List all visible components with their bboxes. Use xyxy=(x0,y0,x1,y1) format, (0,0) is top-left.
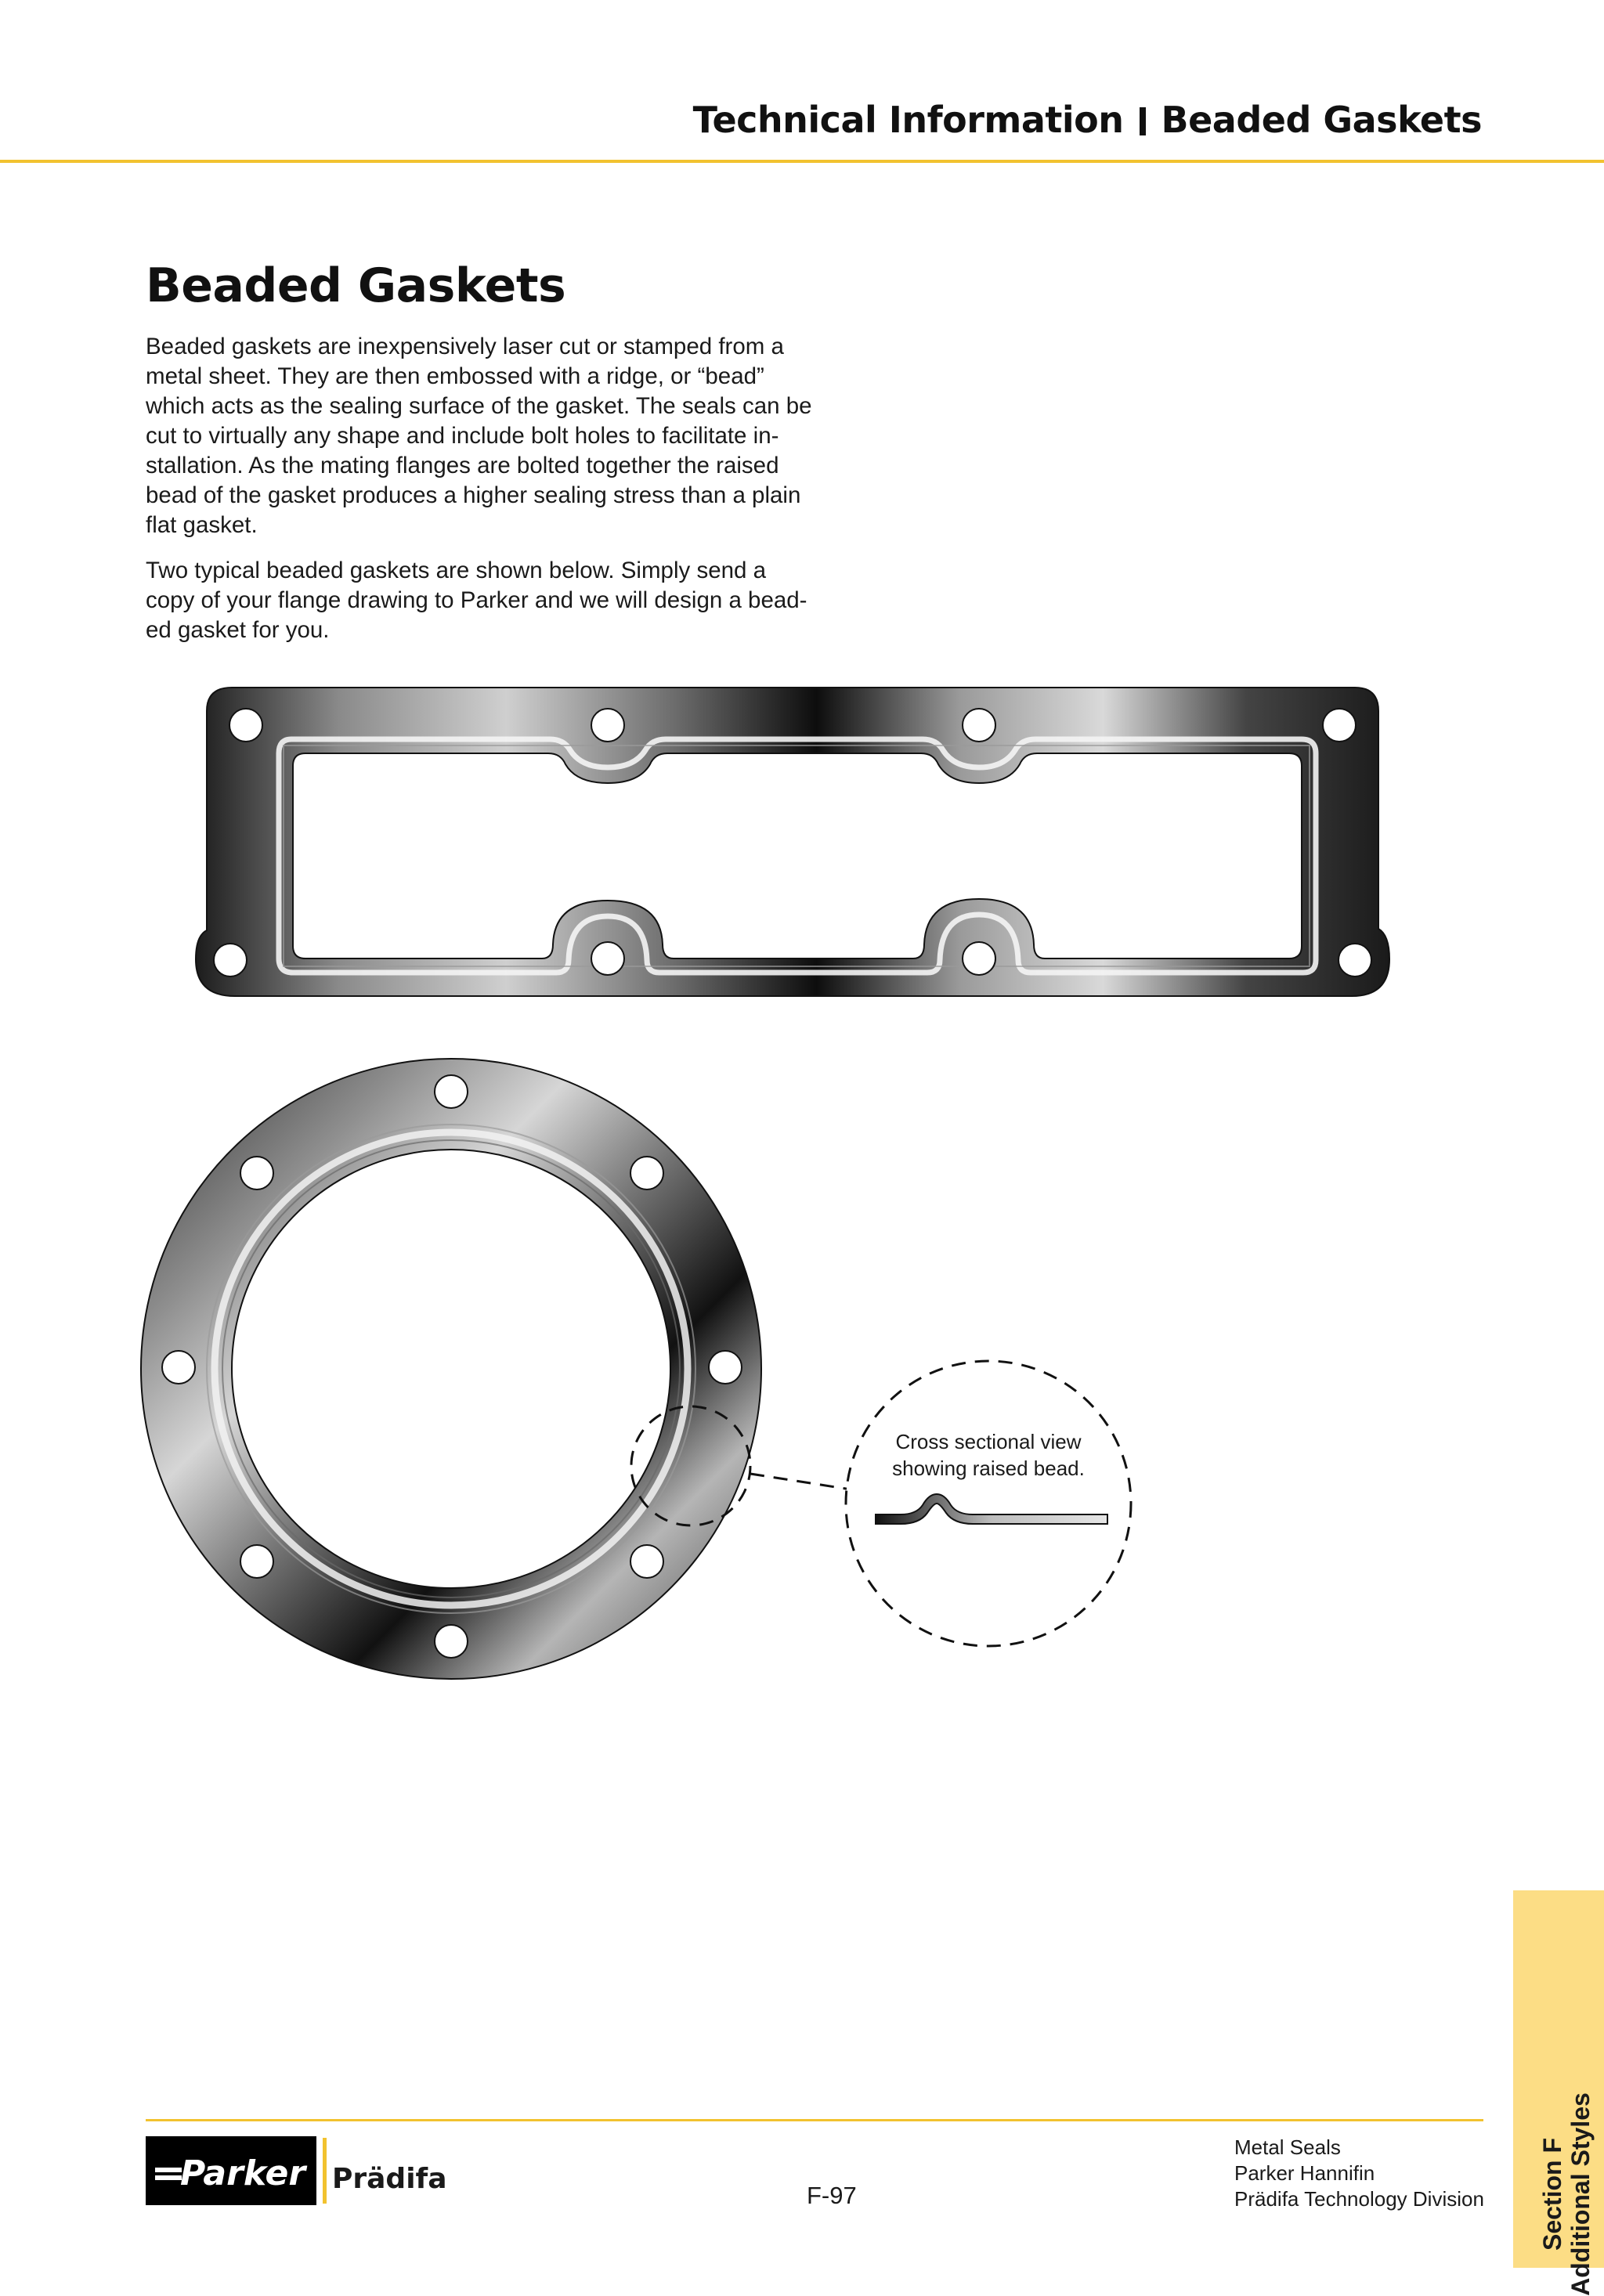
footer-info-line: Metal Seals xyxy=(1234,2135,1341,2159)
circular-gasket xyxy=(141,1059,761,1679)
paragraph-intro: Beaded gaskets are inexpensively laser cut or stamped from a metal sheet. They are then embossed with a ridge, or “bead” which acts as the sealing surface of the gasket. The seals can be cut to virtually any shape and include bolt holes to facilitate in- stallation. As the mating flanges are bolted together the raised bead of the gasket produces a higher sealing stress than a plain flat gasket. xyxy=(146,334,812,538)
bolt-hole xyxy=(229,709,262,742)
logo-brand: Parker xyxy=(180,2153,306,2193)
section-tab-line-2: Additional Styles xyxy=(1566,2092,1595,2296)
footer-info-line: Parker Hannifin xyxy=(1234,2161,1375,2185)
callout-line-1: Cross sectional view xyxy=(895,1430,1082,1453)
bolt-hole xyxy=(1338,944,1371,977)
footer-info-line: Prädifa Technology Division xyxy=(1234,2187,1484,2211)
header-section: Technical Information xyxy=(692,99,1124,141)
callout-leader xyxy=(750,1474,851,1489)
circular-gasket-bead xyxy=(215,1132,688,1605)
bolt-hole xyxy=(630,1545,663,1578)
bolt-hole xyxy=(435,1625,468,1658)
bolt-hole xyxy=(435,1075,468,1108)
header-topic: Beaded Gaskets xyxy=(1161,99,1482,141)
parker-logo-mark xyxy=(146,2136,447,2208)
bolt-hole xyxy=(240,1157,273,1190)
bolt-hole xyxy=(240,1545,273,1578)
page-title: Beaded Gaskets xyxy=(146,258,566,313)
section-tab-label xyxy=(1538,2092,1595,2296)
rectangular-gasket xyxy=(196,688,1389,996)
bolt-hole xyxy=(630,1157,663,1190)
footer-rule xyxy=(146,2119,1483,2121)
bolt-hole xyxy=(591,709,624,742)
bolt-hole xyxy=(709,1351,742,1384)
detail-circle-large xyxy=(846,1361,1131,1646)
bolt-hole xyxy=(963,942,995,975)
bolt-hole xyxy=(591,942,624,975)
callout-line-2: showing raised bead. xyxy=(892,1457,1085,1480)
rectangular-gasket-plate xyxy=(196,688,1389,996)
bolt-hole xyxy=(162,1351,195,1384)
bolt-hole xyxy=(214,944,247,977)
bolt-hole xyxy=(963,709,995,742)
paragraph-offer: Two typical beaded gaskets are shown below. Simply send a copy of your flange drawing to Parker and we will design a bead- ed gasket for you. xyxy=(146,558,807,643)
bolt-hole xyxy=(1323,709,1356,742)
parker-pradifa-logo xyxy=(146,2136,447,2212)
circular-gasket-plate xyxy=(141,1059,761,1679)
footer-info xyxy=(1234,2135,1484,2212)
logo-division: Prädifa xyxy=(332,2163,447,2195)
rectangular-gasket-bead xyxy=(279,739,1316,973)
page-number: F-97 xyxy=(807,2182,857,2209)
section-tab-line-1: Section F xyxy=(1538,2138,1566,2251)
